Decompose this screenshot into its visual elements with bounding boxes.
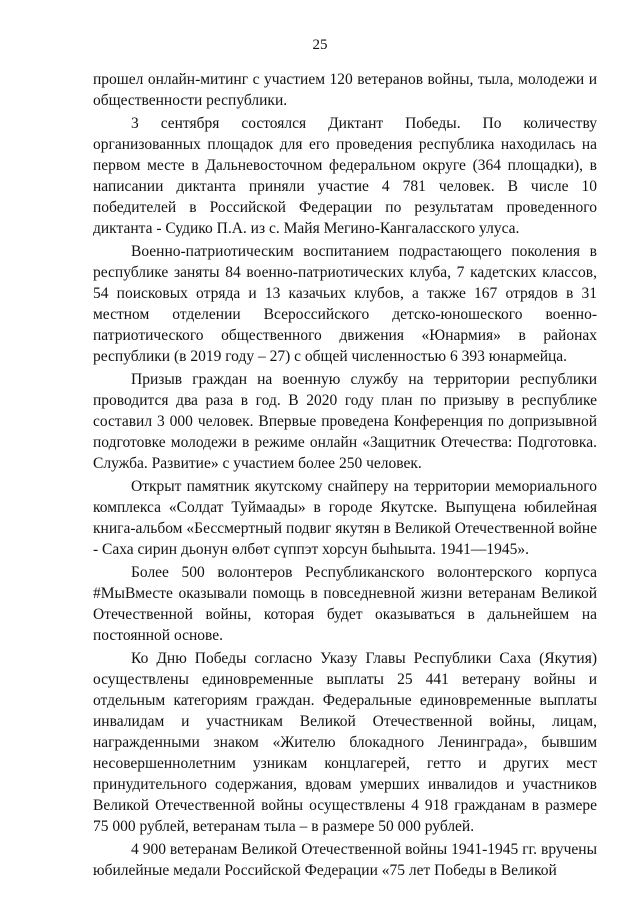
paragraph-victory-day-payments: Ко Дню Победы согласно Указу Главы Республики Саха (Якутия) осуществлены единовременные выплаты 25 441 ветерану войны и отдельным категориям граждан. Федеральные единовременные выплаты инвалидам и участникам Великой Отечественной войны, лицам, награжденными знаком «Жителю блокадного Ленинграда», бывшим несовершеннолетним узникам концлагерей, гетто и других мест принудительного содержания, вдовам умерших инвалидов и участников Великой Отечественной войны осуществлены 4 918 гражданам в размере 75 000 рублей, ветеранам тыла – в размере 50 000 рублей. [93,650,597,835]
paragraph-sniper-monument: Открыт памятник якутскому снайперу на территории мемориального комплекса «Солдат Туймаады» в городе Якутске. Выпущена юбилейная книга-альбом «Бессмертный подвиг якутян в Великой Отечественной войне - Саха сирин дьонун өлбөт сүппэт хорсун быһыыта. 1941—1945». [93,478,597,558]
paragraph-volunteers: Более 500 волонтеров Республиканского волонтерского корпуса #МыВместе оказывали помощь в повседневной жизни ветеранам Великой Отечественной войны, которая будет оказываться в дальнейшем на постоянной основе. [93,564,597,645]
paragraph-continuation: прошел онлайн-митинг с участием 120 ветеранов войны, тыла, молодежи и общественности республики. [93,71,597,109]
paragraph-military-conscription: Призыв граждан на военную службу на территории республики проводится два раза в год. В 2020 году план по призыву в республике составил 3 000 человек. Впервые проведена Конференция по допризывной подготовке молодежи в режиме онлайн «Защитник Отечества: Подготовка. Служба. Развитие» с участием более 250 человек. [93,371,597,472]
paragraph-victory-dictation: 3 сентября состоялся Диктант Победы. По количеству организованных площадок для его проведения республика находилась на первом месте в Дальневосточном федеральном округе (364 площадки), в написании диктанта приняли участие 4 781 человек. В числе 10 победителей в Российской Федерации по результатам проведенного диктанта - Судико П.А. из с. Майя Мегино-Кангаласского улуса. [93,115,597,237]
document-body [93,70,597,884]
paragraph-military-patriotic-education: Военно-патриотическим воспитанием подрастающего поколения в республике заняты 84 военно-патриотических клуба, 7 кадетских классов, 54 поисковых отряда и 13 казачьих клубов, а также 167 отрядов в 31 местном отделении Всероссийского детско-юношеского военно-патриотического общественного движения «Юнармия» в районах республики (в 2019 году – 27) с общей численностью 6 393 юнармейца. [93,243,597,365]
page-number: 25 [312,37,328,53]
paragraph-jubilee-medals: 4 900 ветеранам Великой Отечественной войны 1941-1945 гг. вручены юбилейные медали Российской Федерации «75 лет Победы в Великой [93,841,597,880]
